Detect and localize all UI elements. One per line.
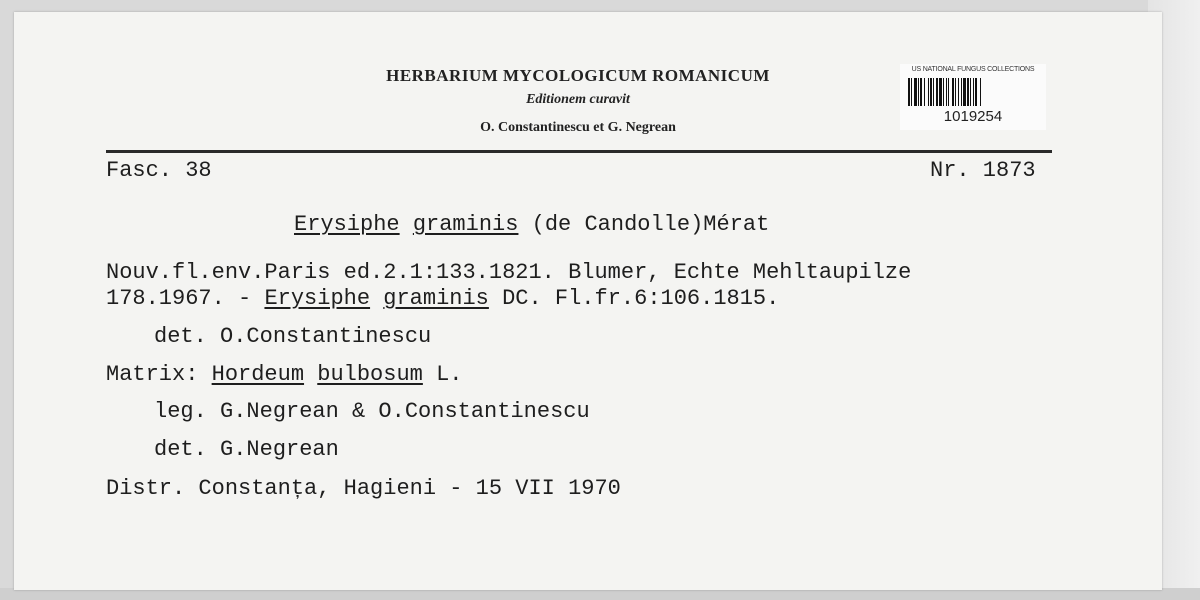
fascicle-number: Fasc. 38 xyxy=(106,158,212,183)
barcode-bar xyxy=(980,78,981,106)
species-name xyxy=(294,214,769,236)
barcode-bar xyxy=(973,78,974,106)
barcode-bar xyxy=(908,78,910,106)
barcode-bar xyxy=(963,78,966,106)
synonym-genus: Erysiphe xyxy=(264,286,371,311)
barcode-bar xyxy=(928,78,929,106)
barcode-bar xyxy=(911,78,912,106)
herbarium-editors: O. Constantinescu et G. Negrean xyxy=(480,120,676,135)
barcode-bar xyxy=(948,78,949,106)
determiner-fungus: det. O.Constantinescu xyxy=(154,324,432,349)
barcode-bar xyxy=(970,78,971,106)
locality-date: Distr. Constanța, Hagieni - 15 VII 1970 xyxy=(106,476,621,501)
synonym-epithet: graminis xyxy=(383,286,489,311)
barcode-icon xyxy=(908,78,1038,106)
header-rule xyxy=(106,150,1052,153)
barcode-number: 1019254 xyxy=(943,108,1003,125)
citation-suffix: DC. Fl.fr.6:106.1815. xyxy=(488,286,780,311)
herbarium-title: HERBARIUM MYCOLOGICUM ROMANICUM xyxy=(386,66,770,85)
citation-prefix: 178.1967. - xyxy=(106,286,265,311)
exsiccata-number: Nr. 1873 xyxy=(930,158,1036,183)
barcode-bar xyxy=(924,78,925,106)
matrix-line xyxy=(106,364,462,386)
barcode-bar xyxy=(946,78,947,106)
barcode-bar xyxy=(961,78,962,106)
barcode-bar xyxy=(914,78,917,106)
barcode-bar xyxy=(952,78,954,106)
matrix-label: Matrix: xyxy=(106,362,212,387)
barcode-bar xyxy=(958,78,959,106)
barcode-bar xyxy=(918,78,919,106)
citation-line-1: Nouv.fl.env.Paris ed.2.1:133.1821. Blumer, Echte Mehltaupilze xyxy=(106,260,912,285)
species-genus: Erysiphe xyxy=(294,212,400,237)
barcode-bar xyxy=(939,78,942,106)
host-epithet: bulbosum xyxy=(317,362,423,387)
barcode-bar xyxy=(975,78,977,106)
barcode-bar xyxy=(920,78,922,106)
determiner-host: det. G.Negrean xyxy=(154,437,339,462)
host-genus: Hordeum xyxy=(211,362,305,387)
barcode-bar xyxy=(933,78,934,106)
barcode-bar xyxy=(955,78,956,106)
citation-line-2 xyxy=(106,288,779,310)
collectors: leg. G.Negrean & O.Constantinescu xyxy=(154,399,590,424)
barcode-label xyxy=(900,64,1046,130)
barcode-bar xyxy=(943,78,944,106)
barcode-bar xyxy=(936,78,938,106)
host-author: L. xyxy=(422,362,463,387)
barcode-bar xyxy=(930,78,932,106)
species-epithet: graminis xyxy=(412,212,519,237)
species-author: (de Candolle)Mérat xyxy=(531,212,770,237)
barcode-caption: US NATIONAL FUNGUS COLLECTIONS xyxy=(911,66,1035,73)
barcode-bar xyxy=(967,78,969,106)
herbarium-subtitle: Editionem curavit xyxy=(526,92,630,107)
